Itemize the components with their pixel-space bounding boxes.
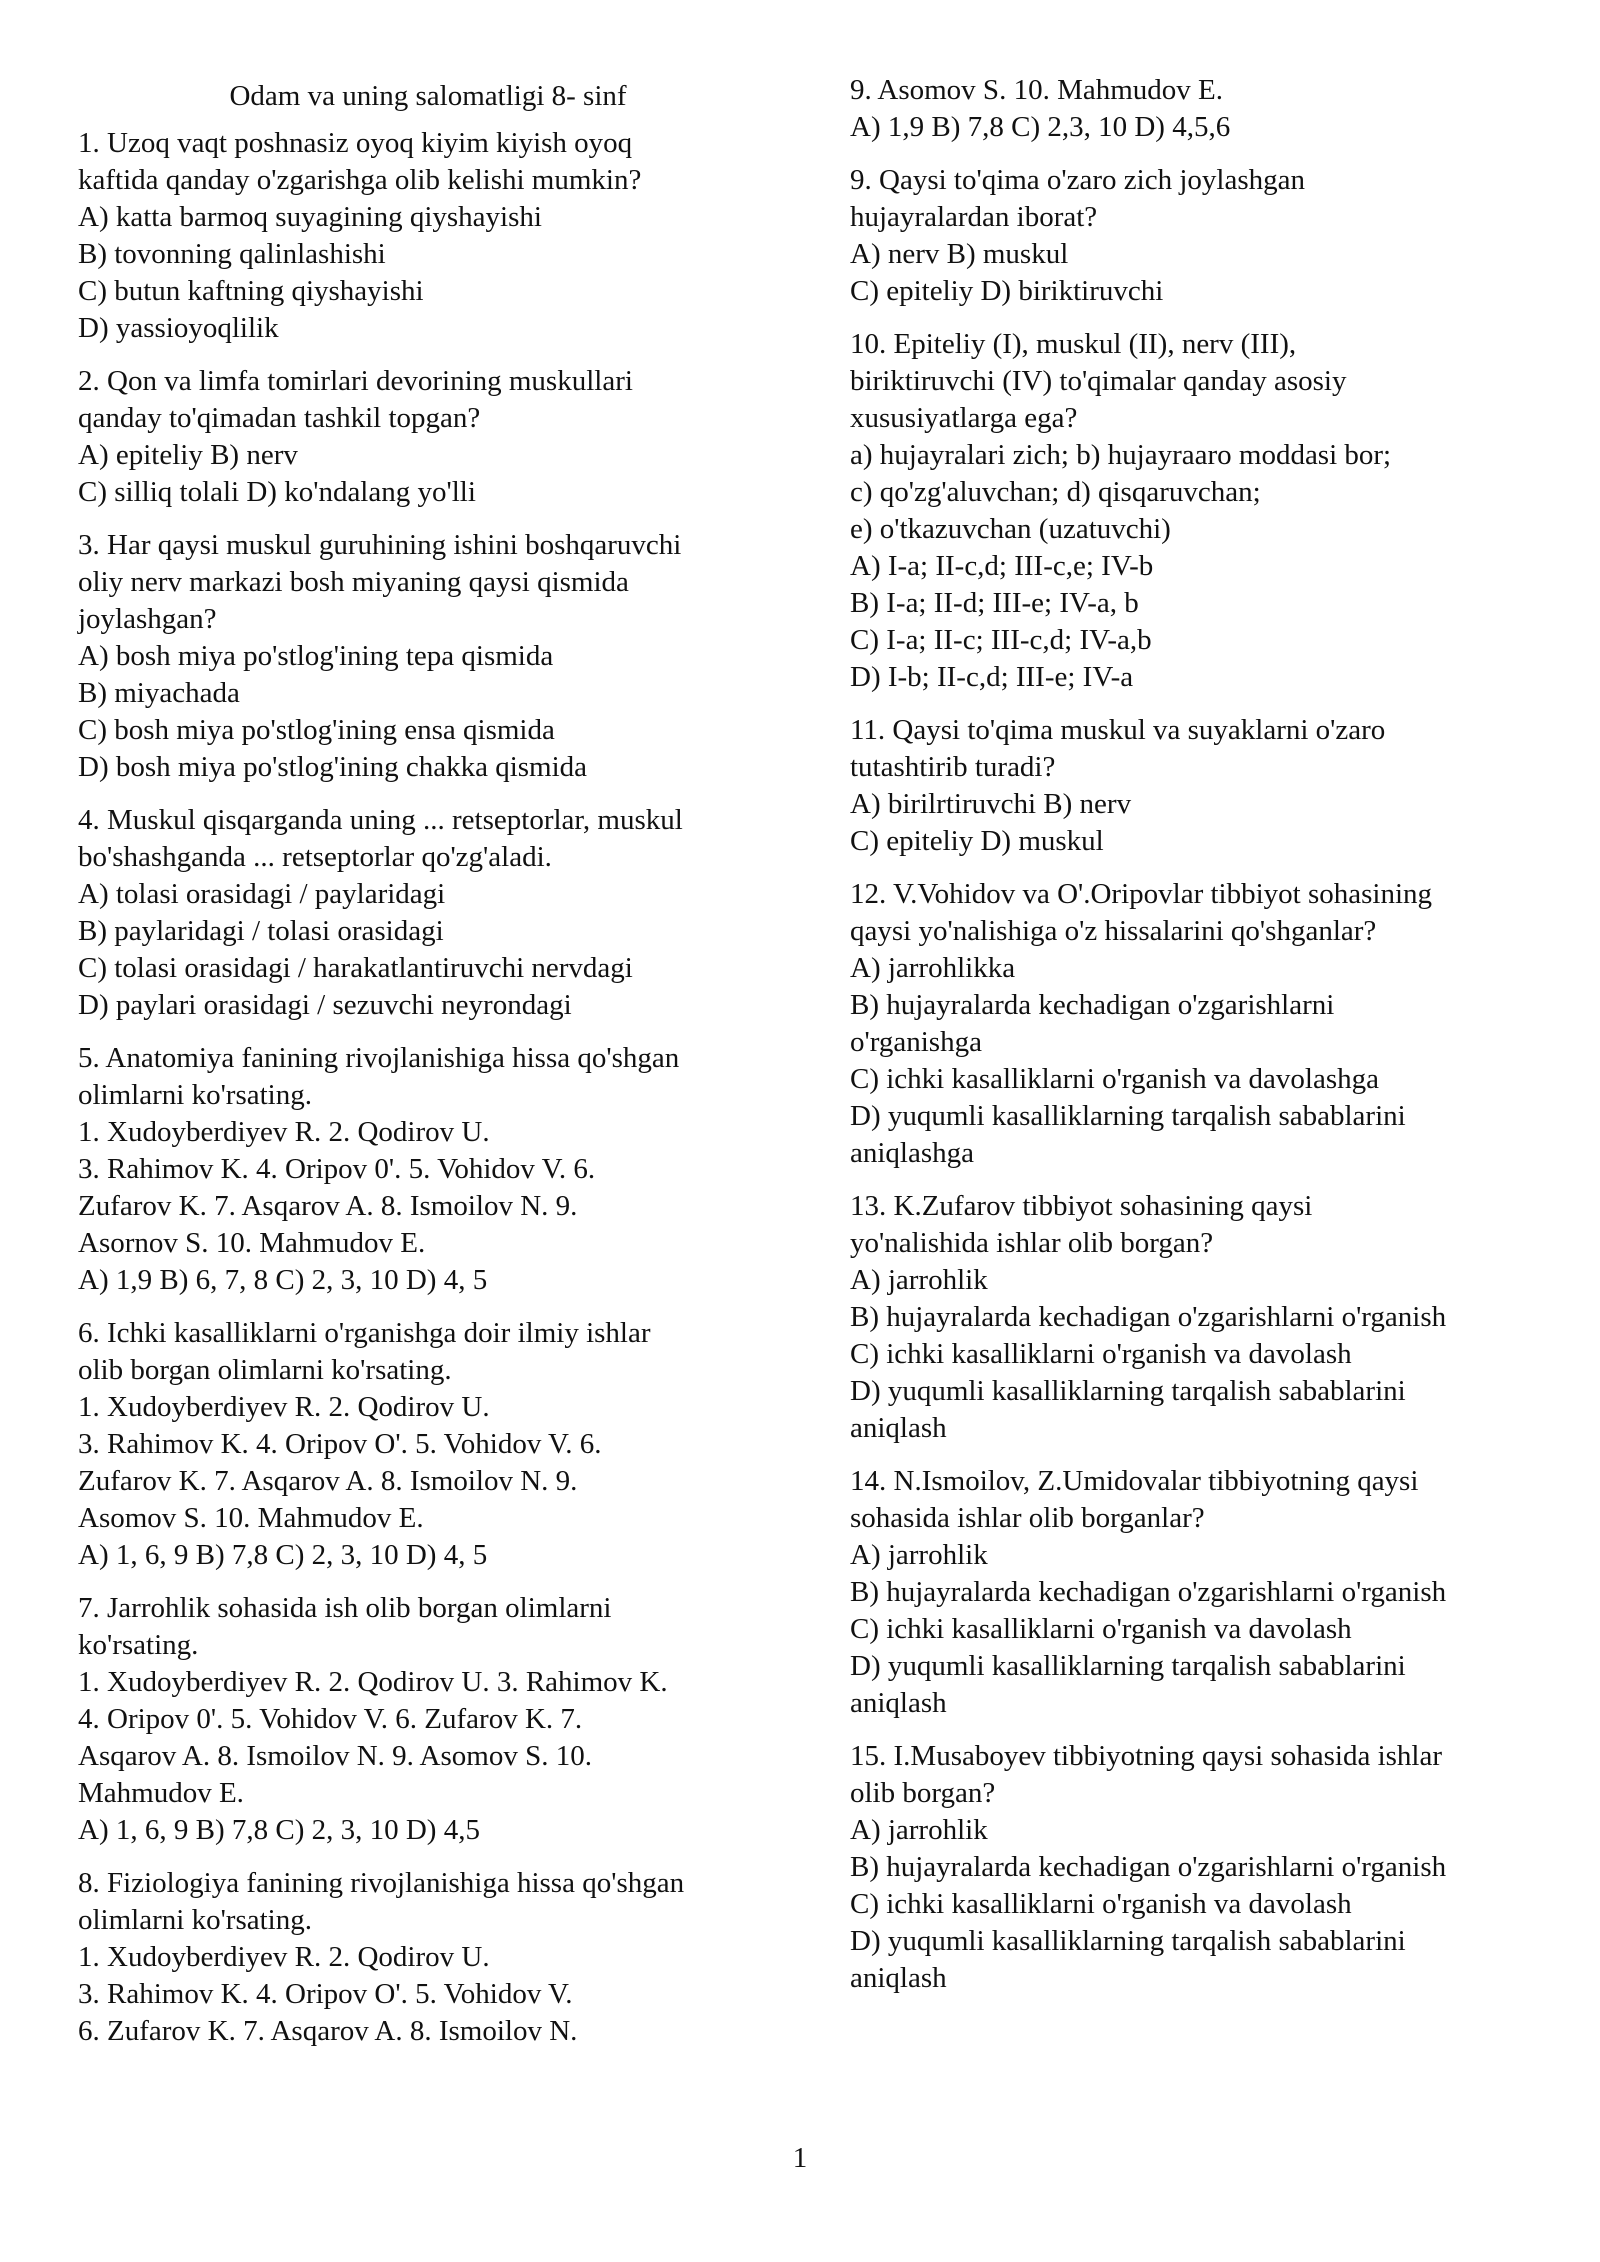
question-block [78, 363, 778, 511]
question-line: xususiyatlarga ega? [850, 402, 1078, 434]
question-line: C) bosh miya po'stlog'ining ensa qismida [78, 714, 555, 746]
question-block [78, 1040, 778, 1299]
question-line: 9. Qaysi to'qima o'zaro zich joylashgan [850, 164, 1305, 196]
question-line: 1. Uzoq vaqt poshnasiz oyoq kiyim kiyish oyoq [78, 127, 633, 159]
question-line: qaysi yo'nalishiga o'z hissalarini qo'shganlar? [850, 915, 1377, 947]
question-block [78, 125, 778, 347]
question-line: A) 1,9 B) 7,8 C) 2,3, 10 D) 4,5,6 [850, 111, 1231, 143]
question-line: C) ichki kasalliklarni o'rganish va davolash [850, 1338, 1352, 1370]
question-line: B) hujayralarda kechadigan o'zgarishlarni o'rganish [850, 1576, 1447, 1608]
question-line: sohasida ishlar olib borganlar? [850, 1502, 1205, 1534]
question-line: 3. Rahimov K. 4. Oripov 0'. 5. Vohidov V. 6. [78, 1153, 596, 1185]
question-line: A) tolasi orasidagi / paylaridagi [78, 878, 446, 910]
question-line: C) ichki kasalliklarni o'rganish va davolash [850, 1888, 1352, 1920]
question-line: 14. N.Ismoilov, Z.Umidovalar tibbiyotning qaysi [850, 1465, 1419, 1497]
question-line: D) yuqumli kasalliklarning tarqalish sabablarini [850, 1925, 1406, 1957]
question-line: C) silliq tolali D) ko'ndalang yo'lli [78, 476, 476, 508]
question-line: A) epiteliy B) nerv [78, 439, 298, 471]
question-line: 3. Rahimov K. 4. Oripov O'. 5. Vohidov V. 6. [78, 1428, 602, 1460]
question-line: olib borgan olimlarni ko'rsating. [78, 1354, 452, 1386]
question-line: 4. Oripov 0'. 5. Vohidov V. 6. Zufarov K. 7. [78, 1703, 583, 1735]
question-line: B) hujayralarda kechadigan o'zgarishlarni o'rganish [850, 1851, 1447, 1883]
question-block [850, 712, 1550, 860]
question-line: C) epiteliy D) biriktiruvchi [850, 275, 1164, 307]
question-line: A) 1, 6, 9 B) 7,8 C) 2, 3, 10 D) 4, 5 [78, 1539, 488, 1571]
question-line: o'rganishga [850, 1026, 982, 1058]
question-block [850, 1738, 1550, 1997]
question-line: 1. Xudoyberdiyev R. 2. Qodirov U. [78, 1391, 490, 1423]
question-line: bo'shashganda ... retseptorlar qo'zg'aladi. [78, 841, 552, 873]
question-line: Zufarov K. 7. Asqarov A. 8. Ismoilov N. 9. [78, 1465, 578, 1497]
question-line: A) jarrohlikka [850, 952, 1016, 984]
question-line: hujayralardan iborat? [850, 201, 1098, 233]
question-line: C) tolasi orasidagi / harakatlantiruvchi nervdagi [78, 952, 633, 984]
question-line: 12. V.Vohidov va O'.Oripovlar tibbiyot sohasining [850, 878, 1433, 910]
question-line: Zufarov K. 7. Asqarov A. 8. Ismoilov N. 9. [78, 1190, 578, 1222]
question-line: C) epiteliy D) muskul [850, 825, 1104, 857]
question-line: aniqlashga [850, 1137, 975, 1169]
question-line: biriktiruvchi (IV) to'qimalar qanday asosiy [850, 365, 1347, 397]
question-line: yo'nalishida ishlar olib borgan? [850, 1227, 1214, 1259]
question-line: A) jarrohlik [850, 1264, 988, 1296]
question-line: B) tovonning qalinlashishi [78, 238, 386, 270]
question-block [850, 1463, 1550, 1722]
question-line: A) nerv B) muskul [850, 238, 1069, 270]
question-line: D) yuqumli kasalliklarning tarqalish sabablarini [850, 1650, 1406, 1682]
question-block [850, 162, 1550, 310]
question-block [78, 1315, 778, 1574]
question-line: B) hujayralarda kechadigan o'zgarishlarni o'rganish [850, 1301, 1447, 1333]
question-block [78, 1590, 778, 1849]
question-line: 3. Rahimov K. 4. Oripov O'. 5. Vohidov V. [78, 1978, 573, 2010]
question-line: a) hujayralari zich; b) hujayraaro moddasi bor; [850, 439, 1392, 471]
question-line: 11. Qaysi to'qima muskul va suyaklarni o'zaro [850, 714, 1386, 746]
question-line: e) o'tkazuvchan (uzatuvchi) [850, 513, 1171, 545]
question-line: 4. Muskul qisqarganda uning ... retseptorlar, muskul [78, 804, 683, 836]
question-line: Asornov S. 10. Mahmudov E. [78, 1227, 426, 1259]
question-line: joylashgan? [78, 603, 217, 635]
question-line: A) katta barmoq suyagining qiyshayishi [78, 201, 542, 233]
question-line: 10. Epiteliy (I), muskul (II), nerv (III), [850, 328, 1297, 360]
question-line: 8. Fiziologiya fanining rivojlanishiga hissa qo'shgan [78, 1867, 685, 1899]
question-line: 6. Ichki kasalliklarni o'rganishga doir ilmiy ishlar [78, 1317, 651, 1349]
question-block [850, 876, 1550, 1172]
question-line: 2. Qon va limfa tomirlari devorining muskullari [78, 365, 633, 397]
question-line: olimlarni ko'rsating. [78, 1079, 312, 1111]
page-number: 1 [792, 2142, 808, 2174]
question-line: D) I-b; II-c,d; III-e; IV-a [850, 661, 1134, 693]
right-question-list [850, 72, 1550, 1997]
question-line: B) miyachada [78, 677, 240, 709]
question-line: 1. Xudoyberdiyev R. 2. Qodirov U. 3. Rahimov K. [78, 1666, 668, 1698]
question-line: 15. I.Musaboyev tibbiyotning qaysi sohasida ishlar [850, 1740, 1443, 1772]
question-block [78, 527, 778, 786]
question-line: aniqlash [850, 1687, 947, 1719]
question-line: A) jarrohlik [850, 1539, 988, 1571]
question-line: ko'rsating. [78, 1629, 199, 1661]
question-line: D) yuqumli kasalliklarning tarqalish sabablarini [850, 1100, 1406, 1132]
question-line: Asomov S. 10. Mahmudov E. [78, 1502, 424, 1534]
question-line: D) yassioyoqlilik [78, 312, 279, 344]
page-title: Odam va uning salomatligi 8- sinf [229, 80, 627, 112]
question-line: 13. K.Zufarov tibbiyot sohasining qaysi [850, 1190, 1313, 1222]
question-block [78, 1865, 778, 2050]
question-line: B) hujayralarda kechadigan o'zgarishlarni [850, 989, 1335, 1021]
left-question-list [78, 125, 778, 2050]
question-line: kaftida qanday o'zgarishga olib kelishi mumkin? [78, 164, 642, 196]
question-line: C) butun kaftning qiyshayishi [78, 275, 424, 307]
question-line: qanday to'qimadan tashkil topgan? [78, 402, 481, 434]
question-line: C) ichki kasalliklarni o'rganish va davolash [850, 1613, 1352, 1645]
question-line: A) jarrohlik [850, 1814, 988, 1846]
question-line: aniqlash [850, 1962, 947, 1994]
question-line: 5. Anatomiya fanining rivojlanishiga hissa qo'shgan [78, 1042, 680, 1074]
question-line: tutashtirib turadi? [850, 751, 1056, 783]
left-column [78, 72, 778, 2066]
right-column [850, 72, 1550, 2013]
question-line: olimlarni ko'rsating. [78, 1904, 312, 1936]
question-line: Asqarov A. 8. Ismoilov N. 9. Asomov S. 10. [78, 1740, 592, 1772]
question-line: A) 1,9 B) 6, 7, 8 C) 2, 3, 10 D) 4, 5 [78, 1264, 488, 1296]
question-line: 1. Xudoyberdiyev R. 2. Qodirov U. [78, 1941, 490, 1973]
question-line: A) bosh miya po'stlog'ining tepa qismida [78, 640, 554, 672]
question-line: A) birilrtiruvchi B) nerv [850, 788, 1132, 820]
question-line: 3. Har qaysi muskul guruhining ishini boshqaruvchi [78, 529, 682, 561]
question-line: olib borgan? [850, 1777, 996, 1809]
question-line: aniqlash [850, 1412, 947, 1444]
question-line: 9. Asomov S. 10. Mahmudov E. [850, 74, 1223, 106]
question-line: A) I-a; II-c,d; III-c,e; IV-b [850, 550, 1154, 582]
question-line: Mahmudov E. [78, 1777, 244, 1809]
question-block [850, 72, 1550, 146]
question-line: C) ichki kasalliklarni o'rganish va davolashga [850, 1063, 1379, 1095]
question-line: 1. Xudoyberdiyev R. 2. Qodirov U. [78, 1116, 490, 1148]
question-line: 6. Zufarov K. 7. Asqarov A. 8. Ismoilov N. [78, 2015, 578, 2047]
question-line: B) I-a; II-d; III-e; IV-a, b [850, 587, 1139, 619]
question-block [850, 326, 1550, 696]
question-line: D) yuqumli kasalliklarning tarqalish sabablarini [850, 1375, 1406, 1407]
question-line: 7. Jarrohlik sohasida ish olib borgan olimlarni [78, 1592, 612, 1624]
question-block [850, 1188, 1550, 1447]
question-line: B) paylaridagi / tolasi orasidagi [78, 915, 444, 947]
question-line: D) paylari orasidagi / sezuvchi neyrondagi [78, 989, 572, 1021]
question-line: A) 1, 6, 9 B) 7,8 C) 2, 3, 10 D) 4,5 [78, 1814, 480, 1846]
question-line: oliy nerv markazi bosh miyaning qaysi qismida [78, 566, 629, 598]
question-block [78, 802, 778, 1024]
question-line: c) qo'zg'aluvchan; d) qisqaruvchan; [850, 476, 1261, 508]
question-line: C) I-a; II-c; III-c,d; IV-a,b [850, 624, 1152, 656]
question-line: D) bosh miya po'stlog'ining chakka qismida [78, 751, 588, 783]
